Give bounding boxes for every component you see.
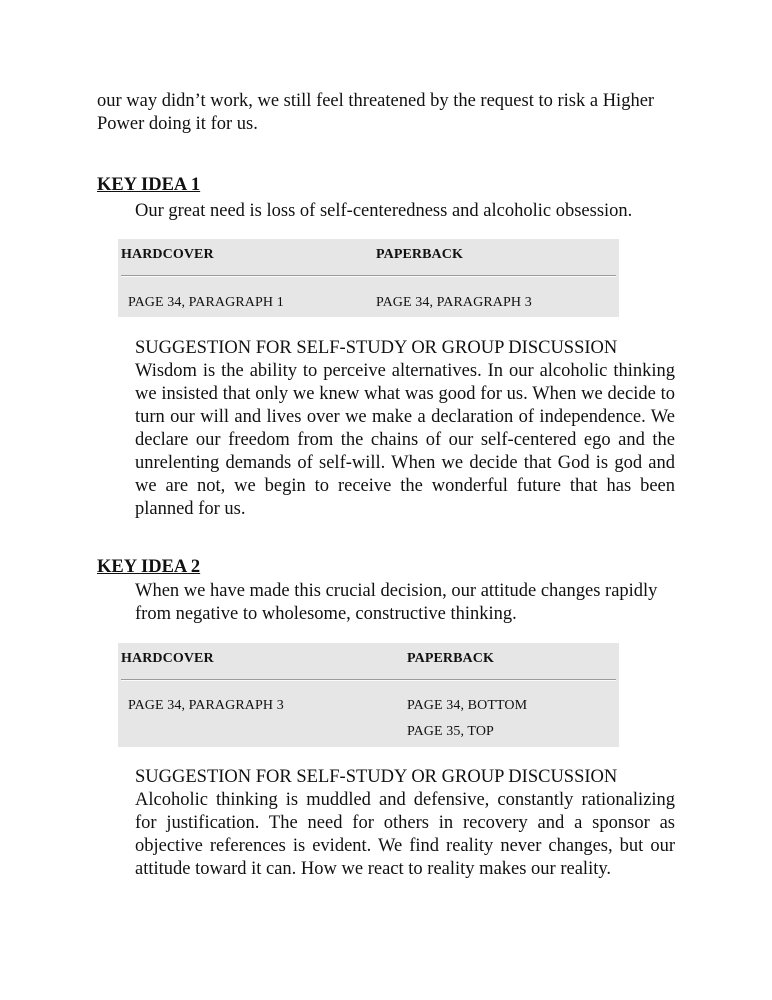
paperback-reference-line-2: PAGE 35, TOP — [407, 724, 494, 739]
key-idea-1-suggestion-heading: SUGGESTION FOR SELF-STUDY OR GROUP DISCUSSION — [135, 338, 618, 358]
intro-paragraph — [97, 90, 677, 136]
table-divider — [121, 275, 616, 276]
paperback-header: PAPERBACK — [407, 651, 494, 666]
hardcover-header: HARDCOVER — [121, 651, 214, 666]
key-idea-2-suggestion-text: Alcoholic thinking is muddled and defensive, constantly rationalizing for justification. The need for others in recovery and a sponsor as objective references is evident. We find reality never changes, but our attitude toward it can. How we react to reality makes our reality. — [135, 790, 675, 879]
key-idea-1-reference-table — [118, 239, 619, 317]
key-idea-2-suggestion-heading: SUGGESTION FOR SELF-STUDY OR GROUP DISCUSSION — [135, 767, 618, 787]
key-idea-2-reference-table — [118, 643, 619, 747]
key-idea-2-heading: KEY IDEA 2 — [97, 557, 201, 577]
key-idea-2-statement: When we have made this crucial decision, our attitude changes rapidly from negative to wholesome, constructive thinking. — [135, 581, 658, 624]
hardcover-reference: PAGE 34, PARAGRAPH 1 — [128, 295, 284, 310]
intro-line-2: Power doing it for us. — [97, 114, 258, 134]
hardcover-header: HARDCOVER — [121, 247, 214, 262]
paperback-reference-line-1: PAGE 34, BOTTOM — [407, 698, 528, 713]
key-idea-1-suggestion-text: Wisdom is the ability to perceive alternatives. In our alcoholic thinking we insisted that only we knew what was good for us. When we decide to turn our will and lives over we make a declaration of independence. We declare our freedom from the chains of our self-centered ego and the unrelenting demands of self-will. When we decide that God is god and we are not, we begin to receive the wonderful future that has been planned for us. — [135, 361, 675, 519]
paperback-header: PAPERBACK — [376, 247, 463, 262]
hardcover-reference: PAGE 34, PARAGRAPH 3 — [128, 698, 284, 713]
key-idea-1-statement: Our great need is loss of self-centeredness and alcoholic obsession. — [135, 201, 633, 221]
table-divider — [121, 679, 616, 680]
intro-line-1: our way didn’t work, we still feel threatened by the request to risk a Higher — [97, 91, 655, 111]
key-idea-1-heading: KEY IDEA 1 — [97, 175, 201, 195]
paperback-reference: PAGE 34, PARAGRAPH 3 — [376, 295, 532, 310]
